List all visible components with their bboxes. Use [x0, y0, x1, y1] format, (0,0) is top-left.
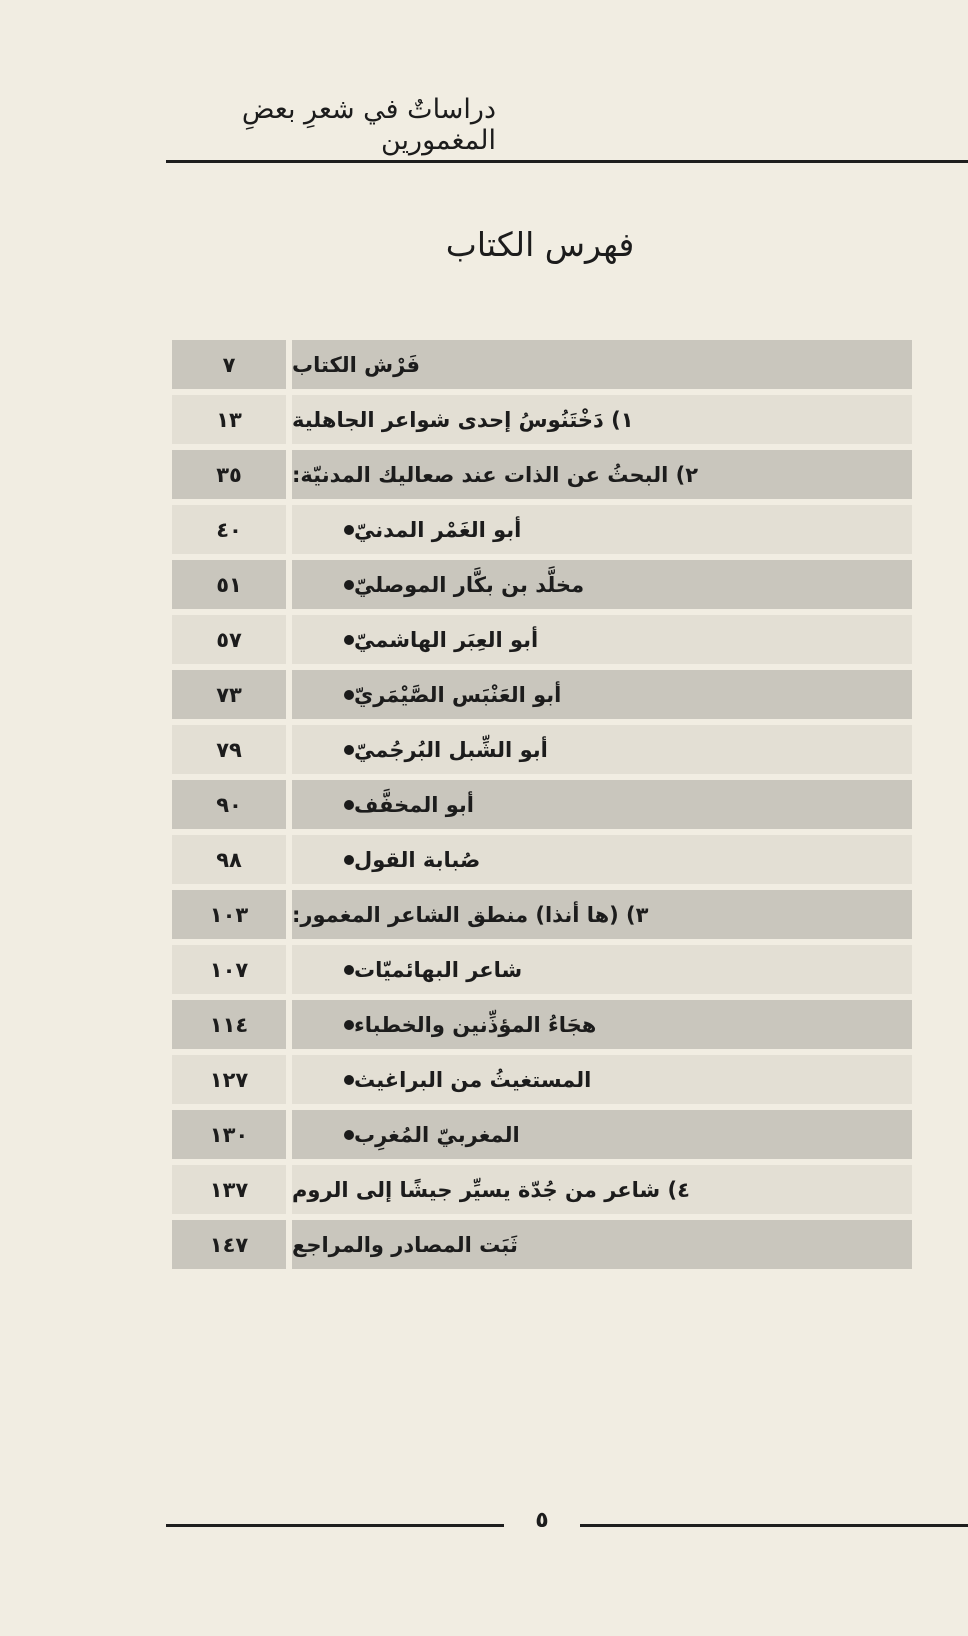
toc-row — [172, 340, 912, 389]
toc-entry-label: شاعر البهائميّات — [354, 957, 523, 982]
toc-row — [172, 780, 912, 829]
toc-row — [172, 1220, 912, 1269]
toc-entry — [292, 890, 912, 939]
toc-entry-label: أبو العِبَر الهاشميّ — [354, 627, 539, 652]
toc-page-number: ١٣ — [172, 395, 286, 444]
toc-row — [172, 945, 912, 994]
toc-entry-label: هجَاءُ المؤذِّنين والخطباء — [354, 1012, 597, 1037]
toc-entry — [292, 725, 912, 774]
toc-title: فهرس الكتاب — [445, 225, 635, 264]
bullet-icon — [344, 800, 354, 810]
toc-entry-label: أبو الشِّبل البُرجُميّ — [354, 737, 548, 762]
footer-rule-left — [166, 1524, 504, 1527]
toc-page-number: ١٠٣ — [172, 890, 286, 939]
page-number: ٥ — [535, 1508, 549, 1533]
toc-page-number: ١٤٧ — [172, 1220, 286, 1269]
toc-entry — [292, 1000, 912, 1049]
toc-page-number: ٩٨ — [172, 835, 286, 884]
bullet-icon — [344, 635, 354, 645]
toc-entry-label: ٣) (ها أنذا) منطق الشاعر المغمور: — [292, 902, 649, 927]
toc-page-number: ١١٤ — [172, 1000, 286, 1049]
toc-row — [172, 1055, 912, 1104]
toc-row — [172, 835, 912, 884]
toc-row — [172, 1110, 912, 1159]
toc-page-number: ١٣٠ — [172, 1110, 286, 1159]
toc-row — [172, 450, 912, 499]
toc-entry-label: أبو المخفَّف — [354, 792, 474, 817]
toc-entry — [292, 1220, 912, 1269]
toc-entry — [292, 395, 912, 444]
toc-entry — [292, 1055, 912, 1104]
bullet-icon — [344, 580, 354, 590]
toc-page-number: ٧٣ — [172, 670, 286, 719]
toc-entry — [292, 945, 912, 994]
toc-entry-label: ٤) شاعر من جُدّة يسيِّر جيشًا إلى الروم — [292, 1177, 690, 1202]
toc-entry-label: المغربيّ المُغرِب — [354, 1122, 520, 1147]
toc-row — [172, 395, 912, 444]
bullet-icon — [344, 965, 354, 975]
toc-entry-label: ١) دَخْتَنُوسُ إحدى شواعر الجاهلية — [292, 407, 634, 432]
toc-entry — [292, 340, 912, 389]
toc-entry-label: أبو الغَمْر المدنيّ — [354, 517, 522, 542]
bullet-icon — [344, 525, 354, 535]
toc-row — [172, 725, 912, 774]
toc-entry-label: ثَبَت المصادر والمراجع — [292, 1232, 518, 1257]
toc-row — [172, 615, 912, 664]
toc-entry — [292, 615, 912, 664]
toc-row — [172, 670, 912, 719]
toc-page-number: ١٠٧ — [172, 945, 286, 994]
toc-row — [172, 1165, 912, 1214]
toc-page-number: ٧ — [172, 340, 286, 389]
toc-entry-label: المستغيثُ من البراغيث — [354, 1067, 592, 1092]
toc-page-number: ٧٩ — [172, 725, 286, 774]
toc-row — [172, 560, 912, 609]
running-head: دراساتٌ في شعرِ بعضِ المغمورين — [241, 94, 496, 156]
toc-entry — [292, 780, 912, 829]
bullet-icon — [344, 745, 354, 755]
toc-entry — [292, 450, 912, 499]
toc-page-number: ٤٠ — [172, 505, 286, 554]
toc-row — [172, 505, 912, 554]
toc-row — [172, 890, 912, 939]
header-rule — [166, 160, 968, 163]
toc-page-number: ٥١ — [172, 560, 286, 609]
toc-entry — [292, 560, 912, 609]
bullet-icon — [344, 855, 354, 865]
toc-entry-label: مخلَّد بن بكَّار الموصليّ — [354, 572, 585, 597]
toc-entry — [292, 1165, 912, 1214]
toc-entry — [292, 835, 912, 884]
bullet-icon — [344, 1130, 354, 1140]
toc-page-number: ٥٧ — [172, 615, 286, 664]
toc-entry — [292, 1110, 912, 1159]
bullet-icon — [344, 690, 354, 700]
bullet-icon — [344, 1020, 354, 1030]
toc-page-number: ٣٥ — [172, 450, 286, 499]
bullet-icon — [344, 1075, 354, 1085]
footer-rule-right — [580, 1524, 968, 1527]
toc-entry-label: فَرْش الكتاب — [292, 352, 420, 377]
toc-entry — [292, 670, 912, 719]
toc-entry-label: أبو العَنْبَس الصَّيْمَريّ — [354, 682, 562, 707]
toc-entry — [292, 505, 912, 554]
toc-entry-label: صُبابة القول — [354, 847, 481, 872]
toc-page-number: ٩٠ — [172, 780, 286, 829]
toc-page-number: ١٣٧ — [172, 1165, 286, 1214]
toc-row — [172, 1000, 912, 1049]
toc-table — [172, 340, 912, 1275]
toc-entry-label: ٢) البحثُ عن الذات عند صعاليك المدنيّة: — [292, 462, 699, 487]
toc-page-number: ١٢٧ — [172, 1055, 286, 1104]
